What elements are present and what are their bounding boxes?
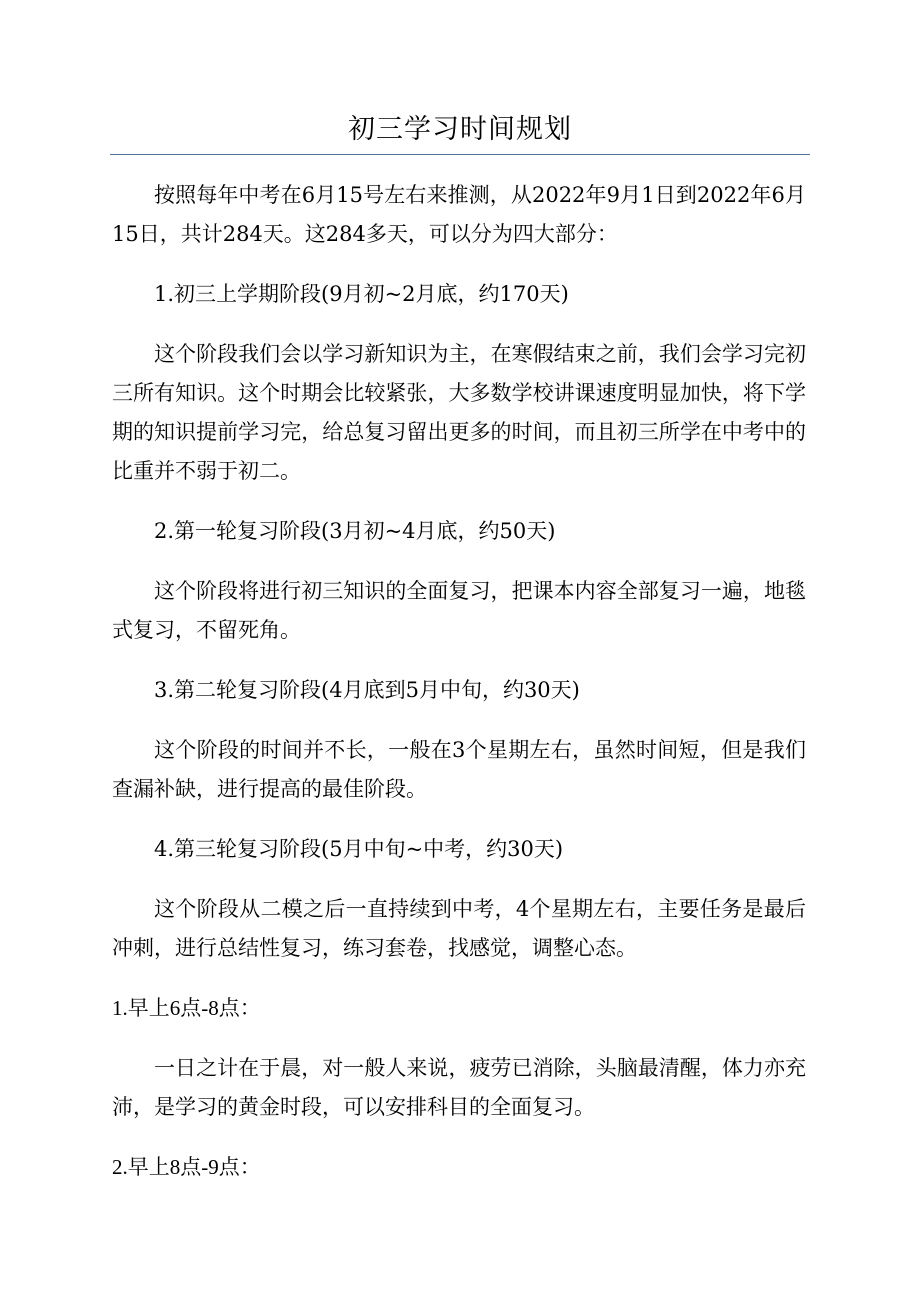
stage-heading: 4.第三轮复习阶段(5月中旬~中考，约30天) xyxy=(154,837,564,861)
stage-heading: 3.第二轮复习阶段(4月底到5月中旬，约30天) xyxy=(154,678,580,702)
stage-paragraph: 这个阶段将进行初三知识的全面复习，把课本内容全部复习一遍，地毯式复习，不留死角。 xyxy=(112,579,806,642)
stage-heading: 2.第一轮复习阶段(3月初~4月底，约50天) xyxy=(154,519,556,543)
title-underline xyxy=(110,154,810,155)
document-title: 初三学习时间规划 xyxy=(348,114,572,145)
document-body xyxy=(112,176,806,1187)
intro-paragraph: 按照每年中考在6月15号左右来推测，从2022年9月1日到2022年6月15日，共计284天。这284多天，可以分为四大部分： xyxy=(112,183,806,246)
stage-paragraph: 这个阶段的时间并不长，一般在3个星期左右，虽然时间短，但是我们查漏补缺，进行提高的最佳阶段。 xyxy=(112,738,806,801)
stage-heading: 1.初三上学期阶段(9月初~2月底，约170天) xyxy=(154,282,569,306)
stage-paragraph: 这个阶段我们会以学习新知识为主，在寒假结束之前，我们会学习完初三所有知识。这个时期会比较紧张，大多数学校讲课速度明显加快，将下学期的知识提前学习完，给总复习留出更多的时间，而且初三所学在中考中的比重并不弱于初二。 xyxy=(112,342,806,483)
stage-paragraph: 这个阶段从二模之后一直持续到中考，4个星期左右，主要任务是最后冲刺，进行总结性复习，练习套卷，找感觉，调整心态。 xyxy=(112,897,806,960)
schedule-paragraph: 一日之计在于晨，对一般人来说，疲劳已消除，头脑最清醒，体力亦充沛，是学习的黄金时段，可以安排科目的全面复习。 xyxy=(112,1056,806,1119)
schedule-time-heading: 2.早上8点-9点： xyxy=(112,1155,261,1179)
schedule-time-heading: 1.早上6点-8点： xyxy=(112,996,261,1020)
